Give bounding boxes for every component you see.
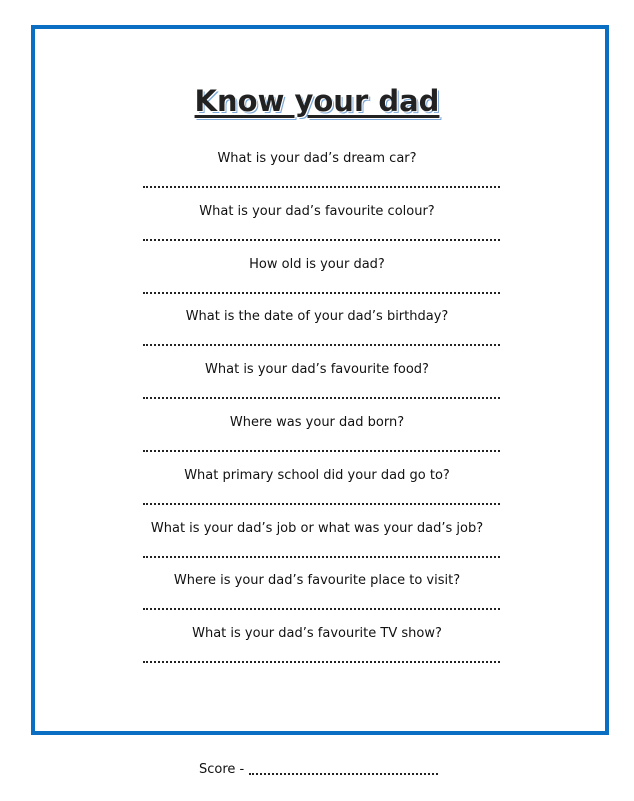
question-text: What is your dad’s favourite colour? xyxy=(199,203,435,219)
answer-line[interactable] xyxy=(143,608,500,610)
answer-line[interactable] xyxy=(143,186,500,188)
question-text: What is the date of your dad’s birthday? xyxy=(185,309,449,325)
question-text: How old is your dad? xyxy=(249,256,385,272)
score-label: Score - xyxy=(199,762,245,777)
answer-line[interactable] xyxy=(143,503,500,505)
question-text: What is your dad’s favourite food? xyxy=(205,362,429,378)
answer-line[interactable] xyxy=(143,344,500,346)
question-text: What is your dad’s job or what was your dad’s job? xyxy=(150,520,484,536)
answer-line[interactable] xyxy=(143,661,500,663)
answer-line[interactable] xyxy=(143,397,500,399)
answer-line[interactable] xyxy=(143,239,500,241)
score-row xyxy=(199,762,438,777)
score-answer-line[interactable] xyxy=(249,773,438,775)
question-text: What is your dad’s favourite TV show? xyxy=(192,626,442,642)
answer-line[interactable] xyxy=(143,450,500,452)
question-text: What is your dad’s dream car? xyxy=(217,151,417,166)
answer-line[interactable] xyxy=(143,292,500,294)
answer-line[interactable] xyxy=(143,556,500,558)
question-text: Where was your dad born? xyxy=(229,415,405,430)
worksheet-title: Know your dad xyxy=(194,84,440,118)
question-text: Where is your dad’s favourite place to visit? xyxy=(173,573,461,589)
question-text: What primary school did your dad go to? xyxy=(184,467,450,483)
